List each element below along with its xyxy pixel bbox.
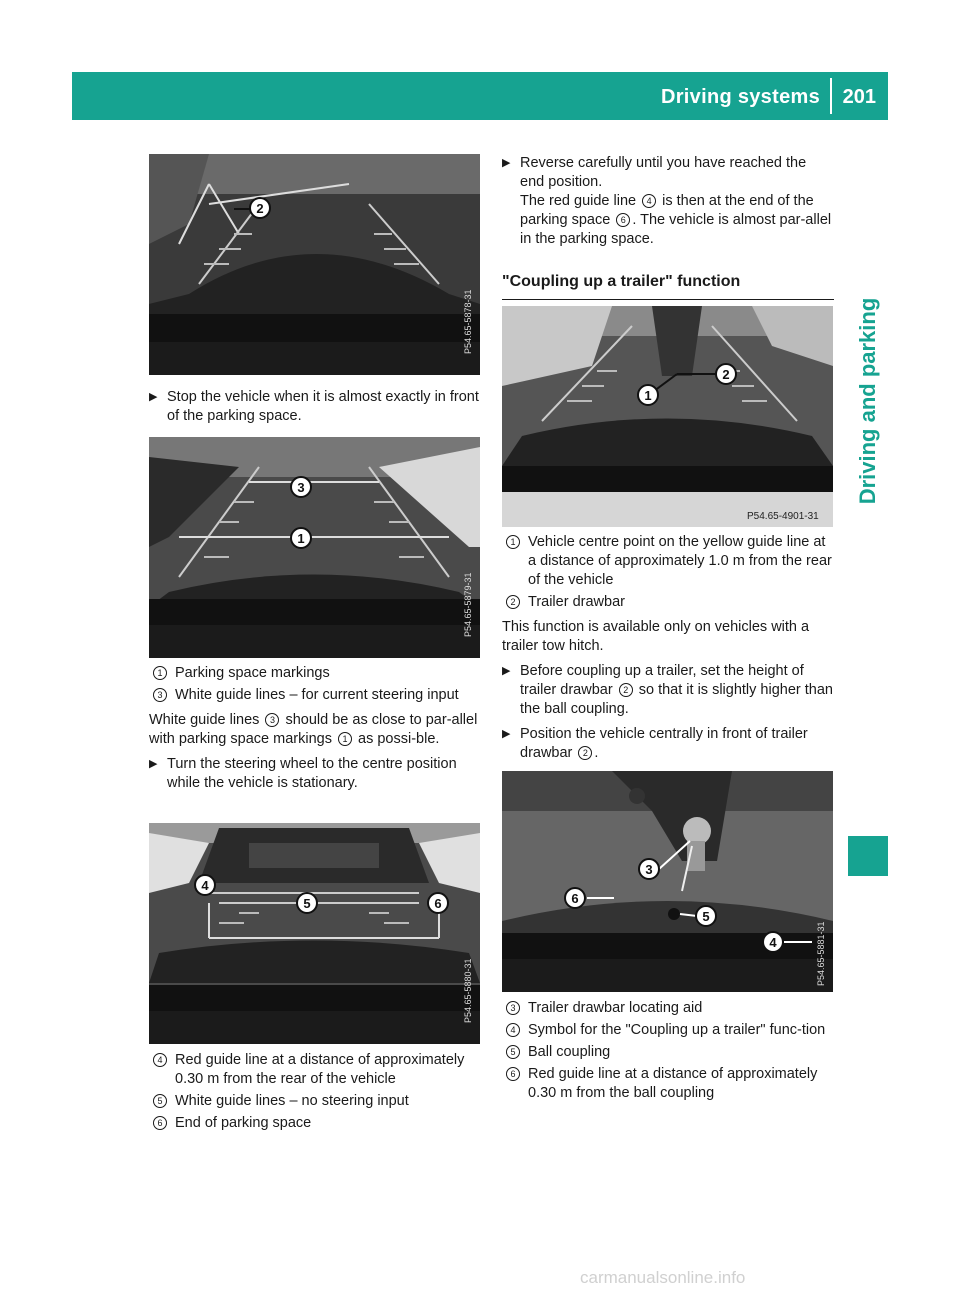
- chapter-side-tab: [848, 297, 888, 510]
- camera-image-end-position: [149, 823, 480, 1044]
- callout-label: 5: [303, 896, 311, 911]
- legend-item: 5 White guide lines – no steering input: [149, 1092, 480, 1111]
- callout-label: 5: [702, 909, 710, 924]
- callout-label: 1: [644, 388, 652, 403]
- image-reference: P54.65-4901-31: [747, 511, 819, 522]
- step-stop-vehicle: ▶ Stop the vehicle when it is almost exactly in front of the parking space.: [149, 389, 479, 424]
- image-reference: P54.65-5879-31: [463, 572, 473, 637]
- callout-label: 1: [297, 531, 305, 546]
- callout-label: 4: [769, 935, 777, 950]
- legend-item: 1 Vehicle centre point on the yellow guide line at a distance of approximately 1.0 m from the rear of the vehicle: [502, 533, 834, 590]
- right-legend-d: [502, 999, 834, 1106]
- legend-item: 3 White guide lines – for current steering input: [149, 686, 480, 705]
- left-legend-and-steps: 1 Parking space markings 3 White guide lines – for current steering input White guide lines 3 should be as close to par-allel with parking space markings 1 as possi-ble. ▶ Turn the steering wheel to the centre position while the vehicle is stationary.: [149, 664, 480, 793]
- watermark: carmanualsonline.info: [580, 1268, 746, 1287]
- header-bar: [72, 72, 888, 120]
- callout-label: 6: [434, 896, 442, 911]
- legend-item: 3 Trailer drawbar locating aid: [502, 999, 834, 1018]
- image-reference: P54.65-5880-31: [463, 958, 473, 1023]
- chapter-marker-square: [848, 836, 888, 876]
- paragraph: This function is available only on vehicles with a trailer tow hitch.: [502, 619, 810, 654]
- image-reference: P54.65-5878-31: [463, 289, 473, 354]
- left-legend-b: [149, 1051, 480, 1136]
- chapter-side-tab-label: Driving and parking: [855, 297, 880, 505]
- legend-item: 1 Parking space markings: [149, 664, 480, 683]
- camera-image-trailer-coupling: [502, 306, 833, 527]
- callout-label: 4: [201, 878, 209, 893]
- legend-item: 2 Trailer drawbar: [502, 593, 834, 612]
- step-arrow-icon: ▶: [149, 758, 158, 770]
- legend-item: 6 End of parking space: [149, 1114, 480, 1133]
- callout-label: 2: [722, 367, 730, 382]
- right-legend-and-steps: 1 Vehicle centre point on the yellow guide line at a distance of approximately 1.0 m from the rear of the vehicle 2 Trailer drawbar This function is available only on vehicles with a trailer tow hitch. ▶ Before coupling up a trailer, set the height of trailer drawbar 2 so that it is slightly higher than the ball coupling. ▶ Position the vehicle centrally in front of trailer drawbar 2 .: [502, 534, 833, 761]
- header-divider: [830, 78, 832, 114]
- step-reverse-carefully: ▶ Reverse carefully until you have reached the end position. The red guide line 4 is then at the end of the parking space 6 . The vehicle is almost par-allel in the parking space.: [502, 155, 832, 247]
- section-title: "Coupling up a trailer" function: [502, 273, 834, 300]
- callout-label: 2: [256, 201, 264, 216]
- step-arrow-icon: ▶: [149, 391, 158, 403]
- step-arrow-icon: ▶: [502, 728, 511, 740]
- legend-item: 4 Red guide line at a distance of approximately 0.30 m from the rear of the vehicle: [149, 1051, 480, 1089]
- image-reference: P54.65-5881-31: [816, 921, 826, 986]
- camera-image-parking-approach: [149, 154, 480, 375]
- section-header-title: Driving systems: [660, 86, 820, 108]
- callout-label: 3: [645, 862, 653, 877]
- camera-image-guide-lines: [149, 437, 480, 658]
- paragraph: White guide lines 3 should be as close to par-allel with parking space markings 1 as possi-ble.: [149, 712, 478, 747]
- page-number: 201: [842, 86, 876, 108]
- callout-label: 6: [571, 891, 579, 906]
- legend-item: 4 Symbol for the "Coupling up a trailer" func-tion: [502, 1021, 834, 1040]
- camera-image-drawbar-alignment: [502, 771, 833, 992]
- legend-item: 6 Red guide line at a distance of approximately 0.30 m from the ball coupling: [502, 1065, 834, 1103]
- step-arrow-icon: ▶: [502, 665, 511, 677]
- legend-item: 5 Ball coupling: [502, 1043, 834, 1062]
- step-arrow-icon: ▶: [502, 157, 511, 169]
- callout-label: 3: [297, 480, 305, 495]
